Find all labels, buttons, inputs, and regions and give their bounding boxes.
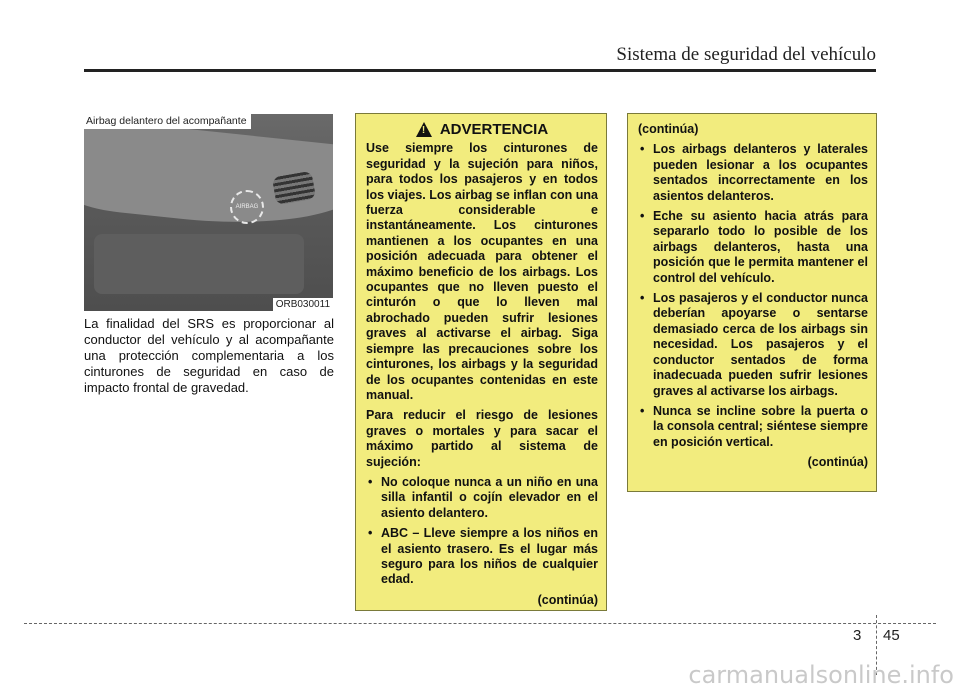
continued-intro: (continúa)	[638, 122, 699, 136]
footer-rule	[24, 623, 936, 624]
list-item: • Nunca se incline sobre la puerta o la consola central; siéntese siempre en posición vertical.	[638, 404, 868, 450]
warning-paragraph-1: Use siempre los cinturones de seguridad y la sujeción para niños, para todos los pasajeros y en todos los viajes. Los airbag se inflan con una fuerza considerable e instantáneamente. Los cinturones mantienen a los ocupantes en una posición adecuada para obtener el máximo beneficio de los airbags. Los ocupantes que no lleven puesto el cinturón o que lo lleven mal abrochado pueden sufrir lesiones graves al activarse el airbag. Siga siempre las precauciones sobre los cinturones, los airbags y la seguridad de los ocupantes contenidas en este manual.	[366, 141, 599, 402]
continued-label: (continúa)	[807, 455, 868, 470]
warning-triangle-icon: !	[416, 122, 432, 137]
warning-paragraph-2: Para reducir el riesgo de lesiones graves o mortales y para sacar el máximo partido al sistema de sujeción:	[366, 408, 598, 469]
passenger-airbag-photo	[84, 114, 333, 311]
list-item: • No coloque nunca a un niño en una silla infantil o cojín elevador en el asiento delantero.	[366, 475, 598, 521]
continued-label: (continúa)	[537, 592, 598, 607]
figure-id: ORB030011	[273, 298, 333, 311]
list-item: • Eche su asiento hacia atrás para separarlo todo lo posible de los airbags delanteros, hasta una posición que le permita mantener el control del vehículo.	[638, 209, 868, 286]
figure-caption: Airbag delantero del acompañante	[84, 114, 251, 129]
header-rule	[84, 69, 876, 72]
page-number: 45	[883, 627, 900, 644]
list-item: • Los airbags delanteros y laterales pueden lesionar a los ocupantes sentados incorrectamente en los asientos delanteros.	[638, 142, 868, 204]
chapter-number: 3	[853, 627, 862, 644]
warning-bullet-list	[366, 475, 598, 588]
warning-header	[366, 122, 598, 137]
warning-bullet-list	[638, 142, 868, 450]
airbag-badge: AIRBAG	[230, 190, 264, 224]
body-paragraph: La finalidad del SRS es proporcionar al conductor del vehículo y al acompañante una protección complementaria a los cinturones de seguridad en caso de impacto frontal de gravedad.	[84, 316, 334, 395]
list-item: • Los pasajeros y el conductor nunca deberían apoyarse o sentarse demasiado cerca de los airbags sin necesidad. Los pasajeros y el conductor sentados de forma inadecuada pueden sufrir lesiones graves al activarse los airbags.	[638, 291, 868, 399]
list-item: • ABC – Lleve siempre a los niños en el asiento trasero. Es el lugar más seguro para los niños de cualquier edad.	[366, 526, 598, 588]
page-header-title: Sistema de seguridad del vehículo	[616, 44, 876, 65]
warning-box-right	[627, 113, 877, 492]
watermark: carmanualsonline.info	[688, 661, 954, 689]
warning-title: ADVERTENCIA	[439, 121, 549, 138]
warning-box-left	[355, 113, 607, 611]
